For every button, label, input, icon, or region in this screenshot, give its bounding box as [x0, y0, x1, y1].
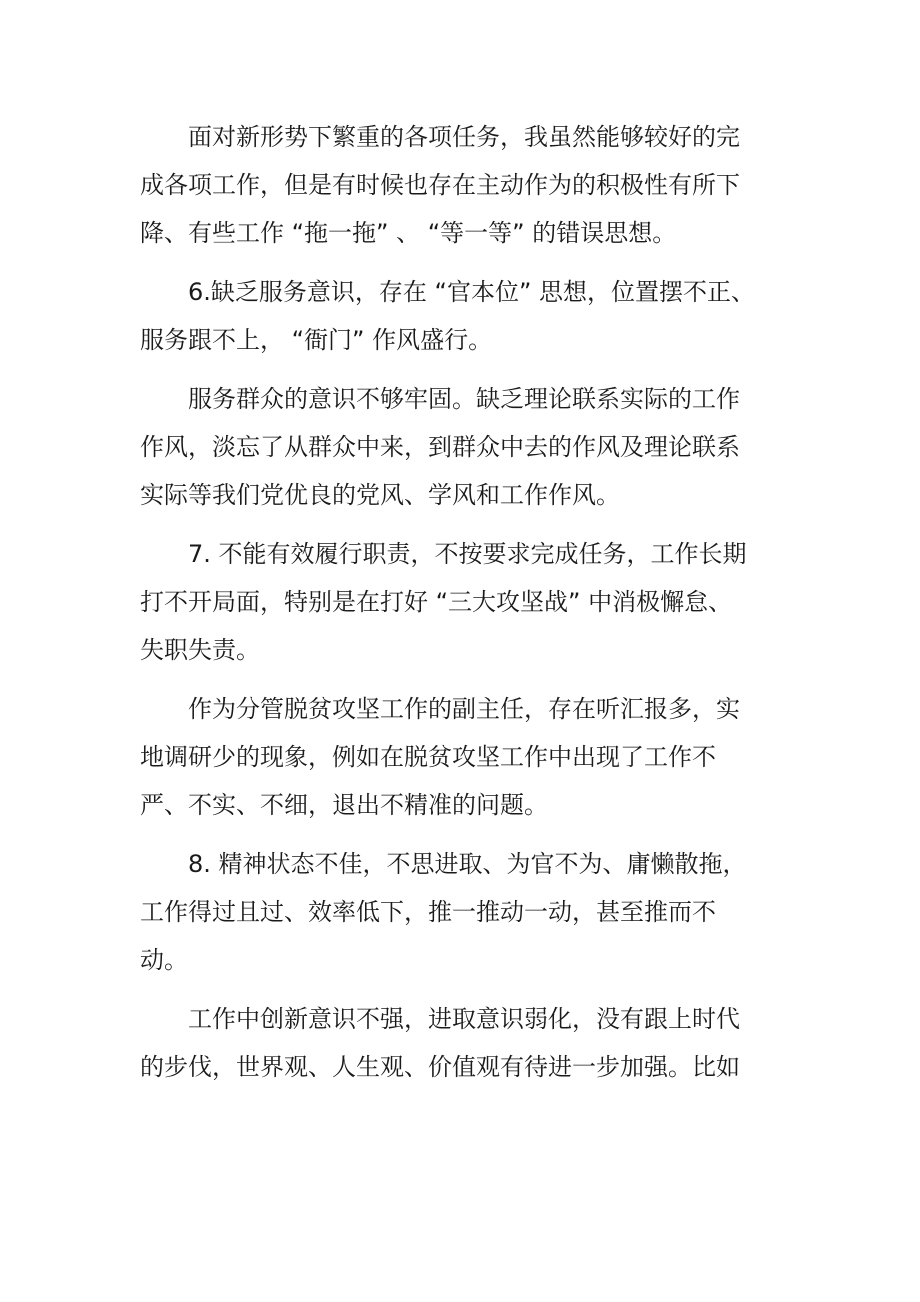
- paragraph-line: 成各项工作，但是有时候也存在主动作为的积极性有所下: [140, 171, 740, 199]
- paragraph-6-heading-8: [140, 840, 780, 984]
- paragraph-line: 服务跟不上， “衙门” 作风盛行。: [140, 326, 493, 354]
- paragraph-4-heading-7: [140, 530, 780, 674]
- paragraph-line: 的步伐，世界观、人生观、价值观有待进一步加强。比如: [140, 1053, 740, 1081]
- paragraph-line: 失职失责。: [140, 636, 260, 664]
- paragraph-line: 服务群众的意识不够牢固。缺乏理论联系实际的工作: [188, 385, 740, 413]
- paragraph-line: 降、有些工作 “拖一拖” 、 “等一等” 的错误思想。: [140, 219, 677, 247]
- paragraph-line: 动。: [140, 946, 188, 974]
- paragraph-7: [140, 995, 780, 1091]
- paragraph-line: 8. 精神状态不佳，不思进取、为官不为、庸懒散拖，: [188, 850, 747, 878]
- paragraph-line: 作风，淡忘了从群众中来，到群众中去的作风及理论联系: [140, 433, 740, 461]
- paragraph-5: [140, 685, 780, 829]
- paragraph-2-heading-6: [140, 268, 780, 364]
- paragraph-line: 工作得过且过、效率低下，推一推动一动，甚至推而不: [140, 898, 716, 926]
- paragraph-line: 作为分管脱贫攻坚工作的副主任，存在听汇报多，实: [188, 695, 740, 723]
- paragraph-line: 7. 不能有效履行职责，不按要求完成任务，工作长期: [188, 540, 747, 568]
- paragraph-line: 严、不实、不细，退出不精准的问题。: [140, 791, 548, 819]
- paragraph-line: 面对新形势下繁重的各项任务，我虽然能够较好的完: [188, 123, 740, 151]
- paragraph-line: 6.缺乏服务意识，存在 “官本位” 思想，位置摆不正、: [188, 278, 756, 306]
- document-body: [140, 113, 780, 1102]
- paragraph-3: [140, 375, 780, 519]
- paragraph-line: 地调研少的现象，例如在脱贫攻坚工作中出现了工作不: [140, 743, 716, 771]
- paragraph-line: 工作中创新意识不强，进取意识弱化，没有跟上时代: [188, 1005, 740, 1033]
- paragraph-line: 实际等我们党优良的党风、学风和工作作风。: [140, 481, 620, 509]
- paragraph-line: 打不开局面，特别是在打好 “三大攻坚战” 中消极懈怠、: [140, 588, 733, 616]
- paragraph-1: [140, 113, 780, 257]
